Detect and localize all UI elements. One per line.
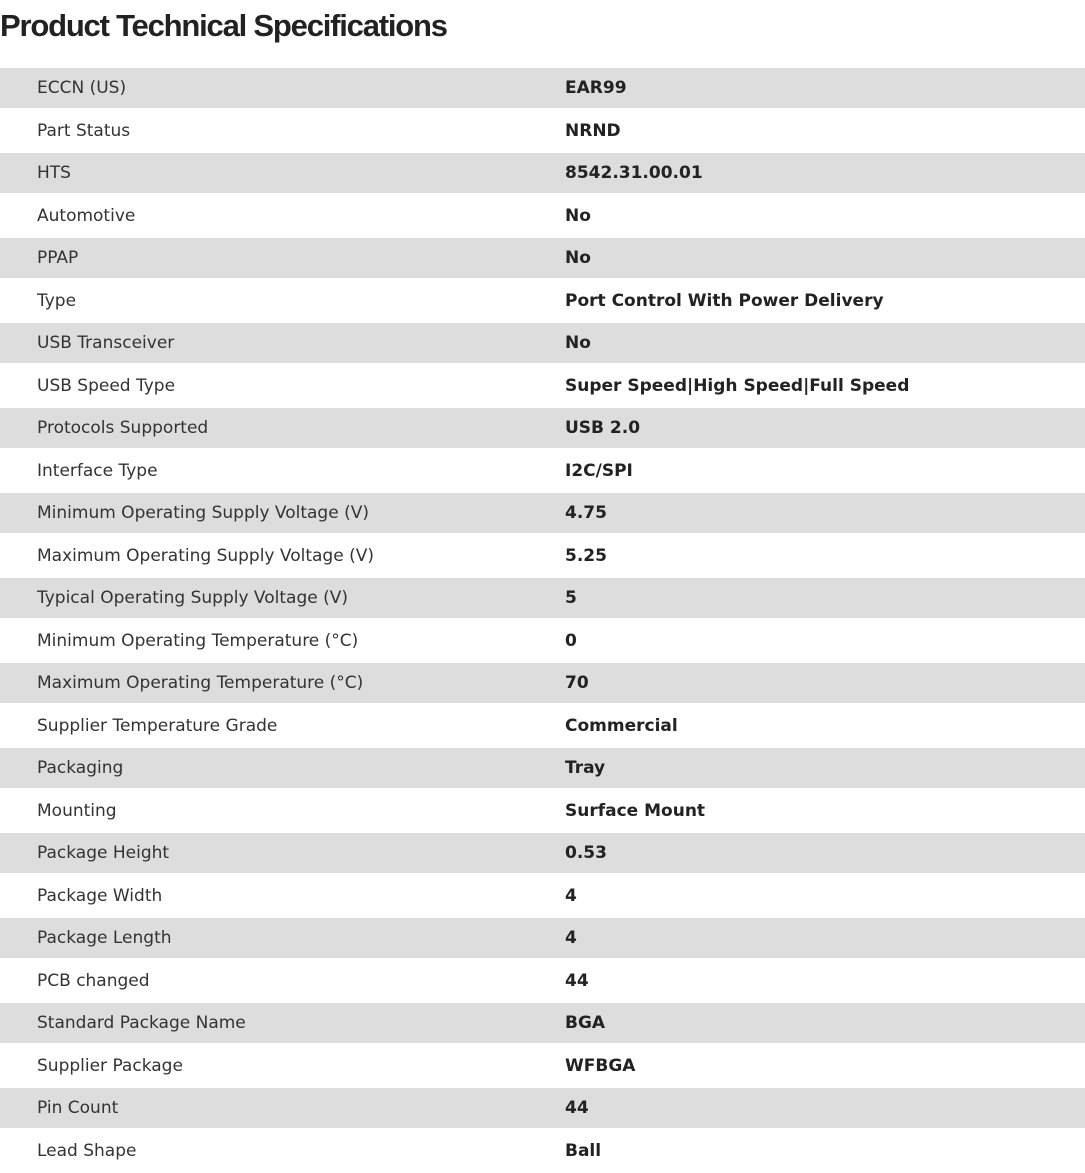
spec-row — [0, 873, 1085, 918]
spec-row — [0, 703, 1085, 748]
spec-label: Packaging — [37, 758, 124, 778]
spec-row — [0, 238, 1085, 278]
spec-value: WFBGA — [565, 1055, 636, 1076]
spec-value: 70 — [565, 673, 589, 693]
spec-value: No — [565, 205, 591, 226]
spec-label: Maximum Operating Supply Voltage (V) — [37, 545, 374, 566]
spec-row — [0, 833, 1085, 873]
spec-value: 4.75 — [565, 503, 607, 523]
spec-label: Minimum Operating Supply Voltage (V) — [37, 503, 369, 523]
spec-value: 8542.31.00.01 — [565, 163, 703, 183]
spec-row — [0, 1128, 1085, 1173]
spec-label: USB Speed Type — [37, 375, 176, 396]
spec-label: Pin Count — [37, 1098, 119, 1118]
spec-label: Interface Type — [37, 460, 158, 481]
spec-label: Protocols Supported — [37, 418, 209, 438]
spec-row — [0, 408, 1085, 448]
spec-row — [0, 748, 1085, 788]
spec-row — [0, 618, 1085, 663]
spec-value: Port Control With Power Delivery — [565, 290, 884, 311]
spec-label: Type — [37, 290, 77, 311]
spec-value: EAR99 — [565, 78, 627, 98]
spec-value: Ball — [565, 1140, 602, 1161]
spec-label: Supplier Temperature Grade — [37, 715, 278, 736]
spec-label: Package Length — [37, 928, 172, 948]
spec-row — [0, 363, 1085, 408]
spec-value: I2C/SPI — [565, 460, 633, 481]
spec-label: Minimum Operating Temperature (°C) — [37, 630, 359, 651]
spec-row — [0, 1043, 1085, 1088]
spec-row — [0, 788, 1085, 833]
spec-label: USB Transceiver — [37, 333, 175, 353]
spec-value: 5 — [565, 588, 577, 608]
spec-value: 4 — [565, 928, 577, 948]
spec-value: Tray — [565, 758, 606, 778]
spec-value: No — [565, 248, 591, 268]
spec-row — [0, 958, 1085, 1003]
spec-row — [0, 448, 1085, 493]
spec-table — [0, 68, 1085, 1173]
spec-value: BGA — [565, 1013, 606, 1033]
spec-label: PCB changed — [37, 970, 150, 991]
spec-value: 44 — [565, 970, 589, 991]
page-title: Product Technical Specifications — [0, 8, 447, 43]
spec-label: Standard Package Name — [37, 1013, 246, 1033]
spec-row — [0, 278, 1085, 323]
spec-row — [0, 533, 1085, 578]
spec-label: Package Height — [37, 843, 170, 863]
spec-label: Part Status — [37, 120, 131, 141]
spec-row — [0, 1088, 1085, 1128]
spec-value: No — [565, 333, 591, 353]
spec-label: PPAP — [37, 248, 79, 268]
spec-value: 0.53 — [565, 843, 607, 863]
spec-value: 44 — [565, 1098, 589, 1118]
spec-label: Mounting — [37, 800, 117, 821]
spec-row — [0, 578, 1085, 618]
spec-row — [0, 108, 1085, 153]
spec-row — [0, 153, 1085, 193]
spec-label: Maximum Operating Temperature (°C) — [37, 673, 364, 693]
spec-value: 4 — [565, 885, 577, 906]
spec-row — [0, 493, 1085, 533]
spec-row — [0, 68, 1085, 108]
spec-row — [0, 918, 1085, 958]
spec-label: HTS — [37, 163, 71, 183]
spec-label: Package Width — [37, 885, 163, 906]
spec-value: USB 2.0 — [565, 418, 641, 438]
spec-row — [0, 1003, 1085, 1043]
spec-row — [0, 323, 1085, 363]
spec-label: Automotive — [37, 205, 136, 226]
spec-value: Surface Mount — [565, 800, 706, 821]
spec-label: Lead Shape — [37, 1140, 137, 1161]
spec-value: Super Speed|High Speed|Full Speed — [565, 375, 910, 396]
spec-value: 0 — [565, 630, 577, 651]
spec-row — [0, 663, 1085, 703]
spec-label: Typical Operating Supply Voltage (V) — [37, 588, 348, 608]
spec-label: Supplier Package — [37, 1055, 183, 1076]
spec-value: Commercial — [565, 715, 678, 736]
spec-value: NRND — [565, 120, 621, 141]
spec-value: 5.25 — [565, 545, 607, 566]
spec-label: ECCN (US) — [37, 78, 127, 98]
spec-row — [0, 193, 1085, 238]
